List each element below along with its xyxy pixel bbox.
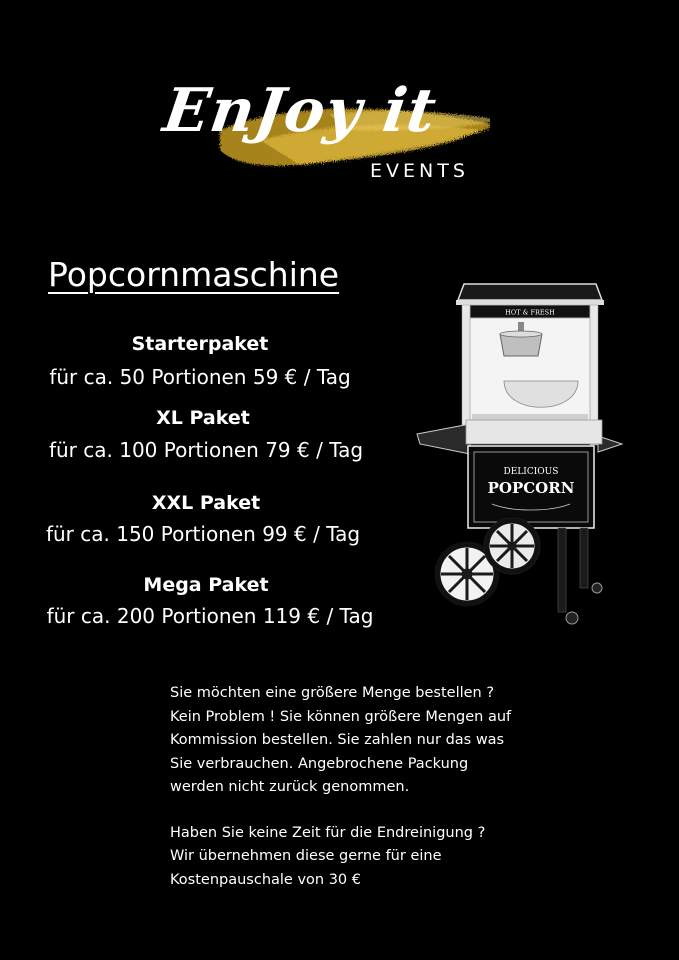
package-detail-starter: für ca. 50 Portionen 59 € / Tag xyxy=(49,365,351,389)
package-detail-mega: für ca. 200 Portionen 119 € / Tag xyxy=(46,604,374,628)
package-name-xxl: XXL Paket xyxy=(151,492,261,514)
info-line: Haben Sie keine Zeit für die Endreinigung ? xyxy=(170,824,486,841)
info-line: Wir übernehmen diese gerne für eine xyxy=(170,848,442,864)
page-title: Popcornmaschine xyxy=(48,255,340,294)
package-detail-xxl: für ca. 150 Portionen 99 € / Tag xyxy=(45,522,361,546)
info-line: werden nicht zurück genommen. xyxy=(170,779,410,795)
package-name-starter: Starterpaket xyxy=(131,333,269,355)
logo-subtitle: EVENTS xyxy=(370,160,469,182)
logo-script-text: EnJoy it xyxy=(159,76,441,146)
info-line: Kostenpauschale von 30 € xyxy=(170,871,361,888)
info-paragraph-order xyxy=(170,682,550,800)
package-detail-xl: für ca. 100 Portionen 79 € / Tag xyxy=(48,438,364,462)
package-name-mega: Mega Paket xyxy=(143,574,269,596)
package-name-xl: XL Paket xyxy=(156,407,250,429)
info-line: Kein Problem ! Sie können größere Mengen auf xyxy=(170,708,512,725)
info-line: Sie möchten eine größere Menge bestellen ? xyxy=(170,685,495,701)
brand-logo xyxy=(150,70,490,190)
machine-panel-line1: DELICIOUS xyxy=(503,467,559,477)
machine-top-label: HOT & FRESH xyxy=(505,308,555,317)
machine-panel-line2: POPCORN xyxy=(487,479,575,497)
info-text xyxy=(170,682,550,914)
popcorn-machine-image xyxy=(412,276,632,636)
info-line: Sie verbrauchen. Angebrochene Packung xyxy=(170,755,469,772)
info-line: Kommission bestellen. Sie zahlen nur das was xyxy=(170,732,505,748)
info-paragraph-cleaning xyxy=(170,822,550,893)
